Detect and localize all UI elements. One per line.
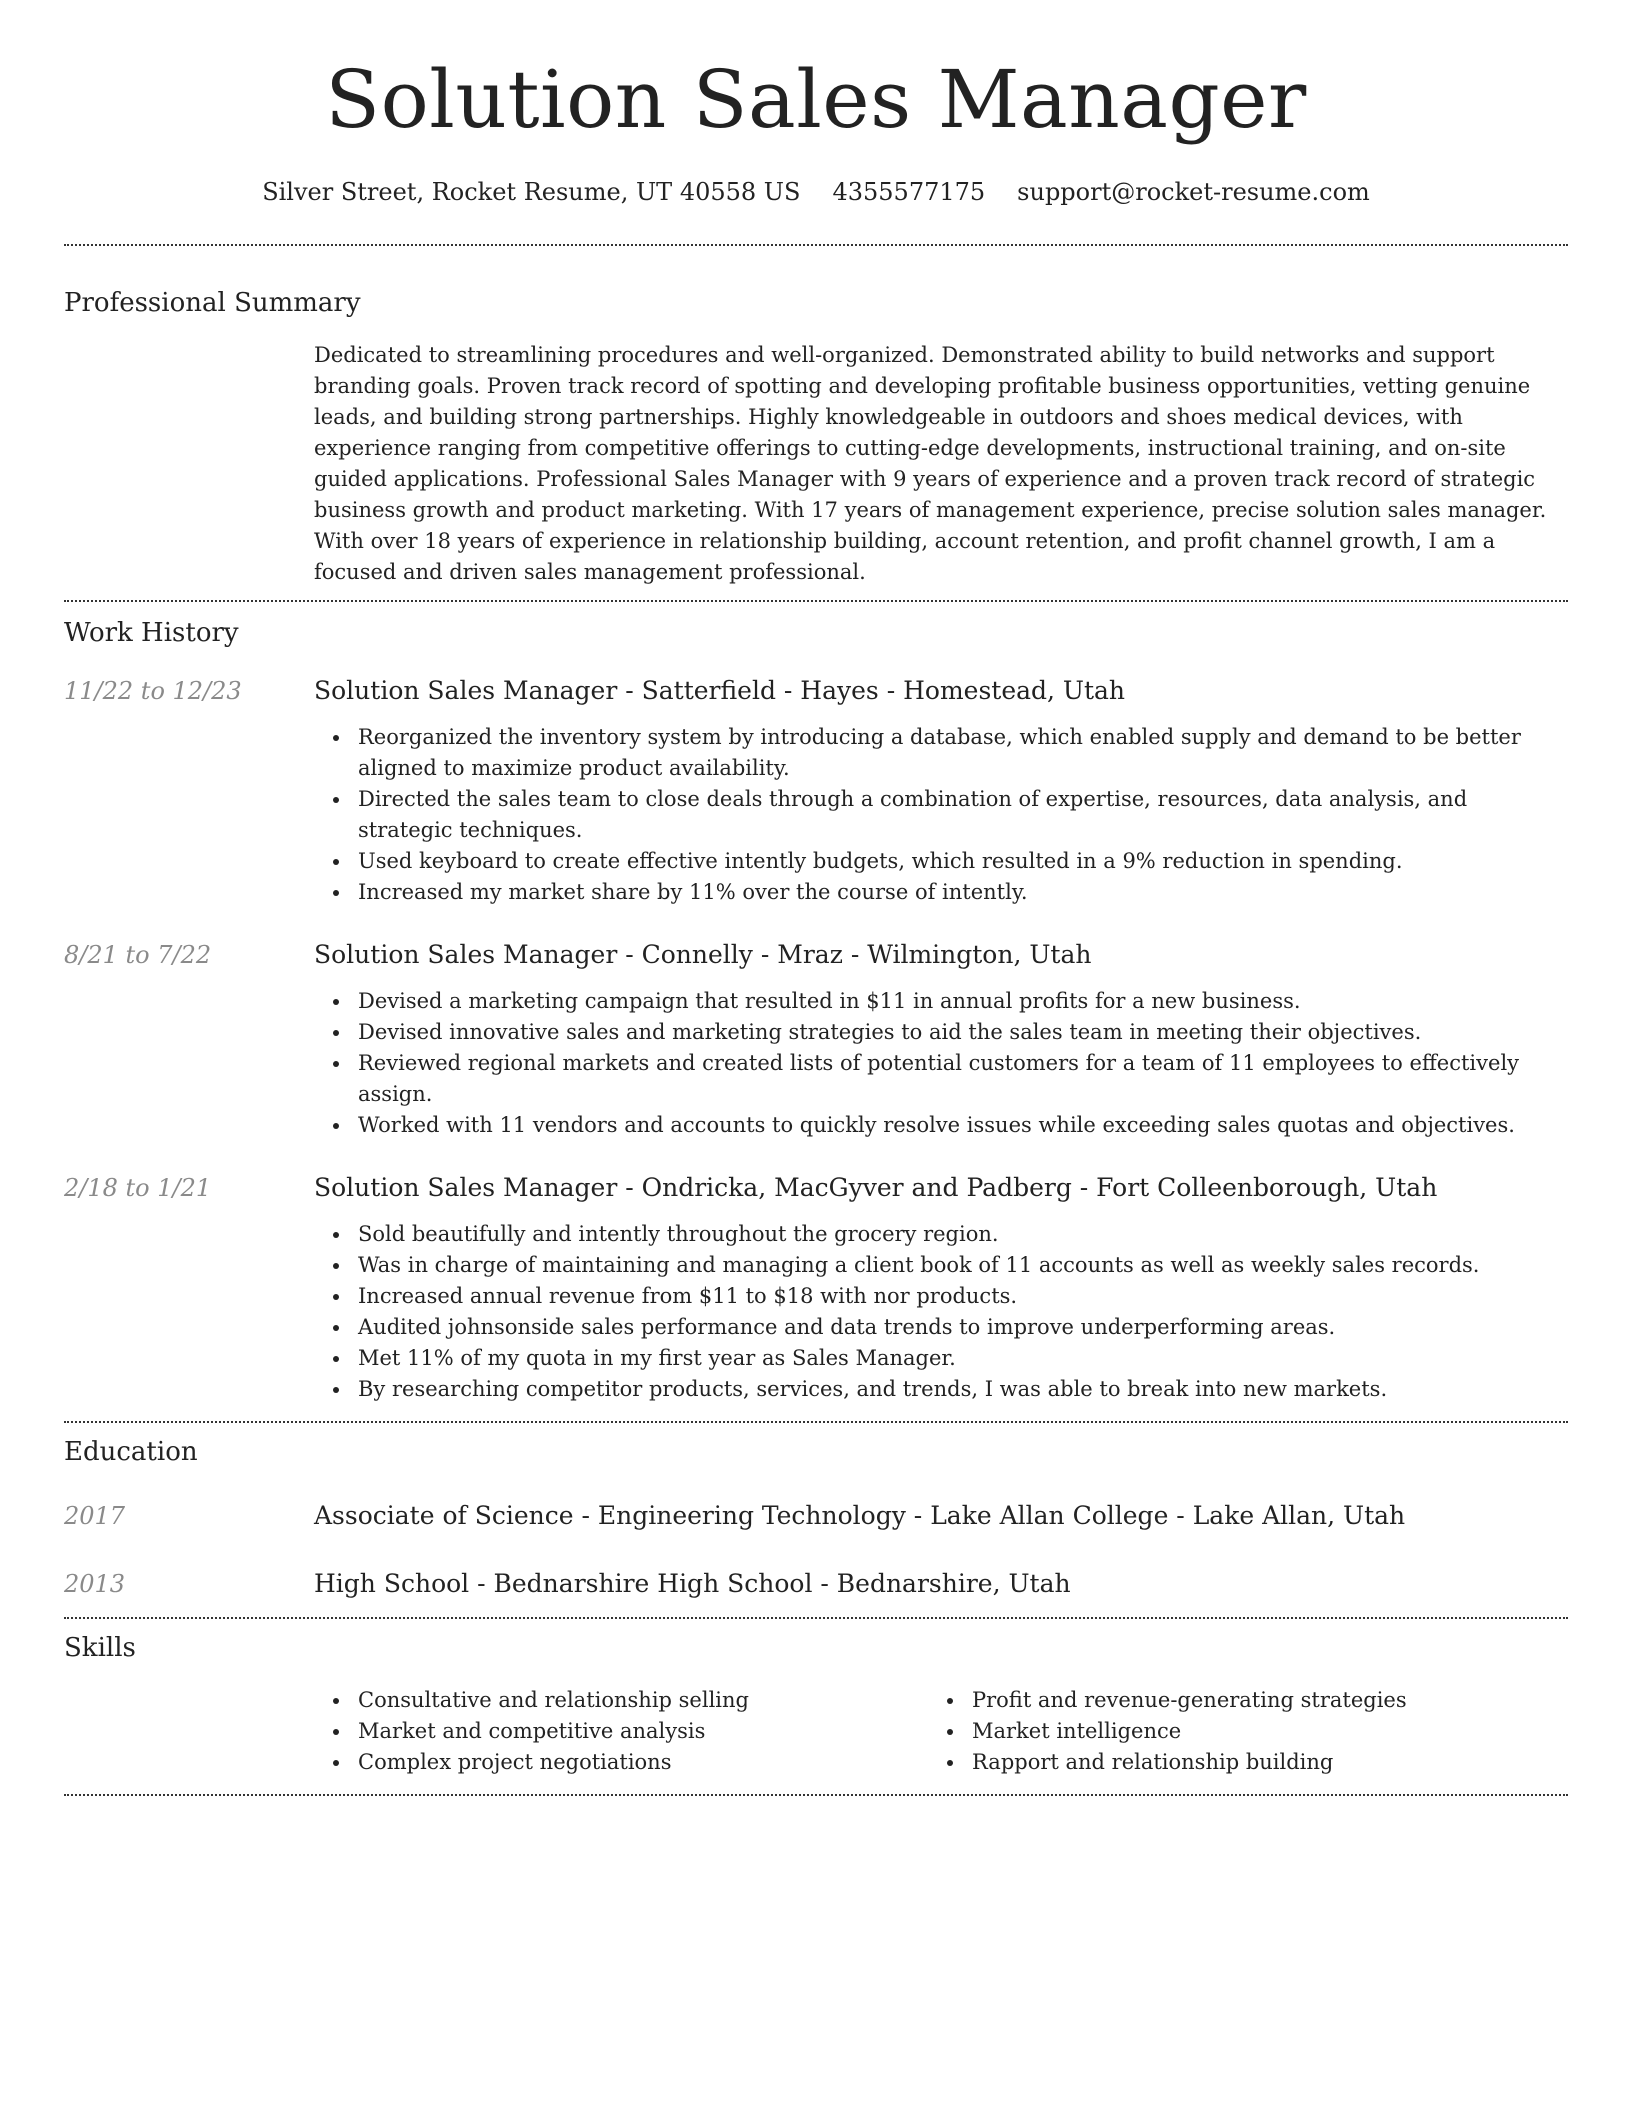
- skill-item: Consultative and relationship selling: [314, 1685, 928, 1716]
- contact-email: support@rocket-resume.com: [1017, 178, 1370, 206]
- list-item: Reviewed regional markets and created lists of potential customers for a team of 11 employees to effectively assign.: [314, 1048, 1568, 1110]
- job-bullets: [314, 1219, 1568, 1405]
- education-heading: High School - Bednarshire High School - Bednarshire, Utah: [314, 1569, 1071, 1598]
- section-title-education: Education: [64, 1437, 198, 1467]
- list-item: By researching competitor products, services, and trends, I was able to break into new markets.: [314, 1374, 1568, 1405]
- job-entry: [64, 674, 1568, 908]
- education-entry: [64, 1499, 1568, 1533]
- skill-item: Rapport and relationship building: [928, 1747, 1542, 1778]
- job-heading: Solution Sales Manager - Connelly - Mraz - Wilmington, Utah: [314, 940, 1092, 969]
- divider: [64, 600, 1568, 602]
- list-item: Was in charge of maintaining and managing a client book of 11 accounts as well as weekly sales records.: [314, 1250, 1568, 1281]
- divider: [64, 1421, 1568, 1423]
- job-dates: 8/21 to 7/22: [64, 941, 212, 969]
- contact-address: Silver Street, Rocket Resume, UT 40558 US: [262, 178, 801, 206]
- divider: [64, 1617, 1568, 1619]
- divider: [64, 1794, 1568, 1796]
- list-item: Increased annual revenue from $11 to $18 with nor products.: [314, 1281, 1568, 1312]
- job-bullets: [314, 986, 1568, 1141]
- list-item: Increased my market share by 11% over the course of intently.: [314, 877, 1568, 908]
- education-entry: [64, 1567, 1568, 1601]
- list-item: Used keyboard to create effective intently budgets, which resulted in a 9% reduction in spending.: [314, 846, 1568, 877]
- job-entry: [64, 1171, 1568, 1405]
- resume-name: Solution Sales Manager: [325, 53, 1307, 146]
- summary-text: Dedicated to streamlining procedures and well-organized. Demonstrated ability to build networks and support branding goals. Proven track record of spotting and developing profitable business opportunities, vetting genuine leads, and building strong partnerships. Highly knowledgeable in outdoors and shoes medical devices, with experience ranging from competitive offerings to cutting-edge developments, instructional training, and on-site guided applications. Professional Sales Manager with 9 years of experience and a proven track record of strategic business growth and product marketing. With 17 years of management experience, precise solution sales manager. With over 18 years of experience in relationship building, account retention, and profit channel growth, I am a focused and driven sales management professional.: [314, 343, 1547, 584]
- skill-item: Profit and revenue-generating strategies: [928, 1685, 1542, 1716]
- list-item: Reorganized the inventory system by introducing a database, which enabled supply and demand to be better aligned to maximize product availability.: [314, 722, 1568, 784]
- section-title-skills: Skills: [64, 1633, 136, 1663]
- skill-item: Complex project negotiations: [314, 1747, 928, 1778]
- skills-grid: [314, 1685, 1568, 1778]
- job-dates: 2/18 to 1/21: [64, 1174, 212, 1202]
- list-item: Devised innovative sales and marketing strategies to aid the sales team in meeting their objectives.: [314, 1017, 1568, 1048]
- list-item: Worked with 11 vendors and accounts to quickly resolve issues while exceeding sales quotas and objectives.: [314, 1110, 1568, 1141]
- skill-item: Market intelligence: [928, 1716, 1542, 1747]
- list-item: Met 11% of my quota in my first year as Sales Manager.: [314, 1343, 1568, 1374]
- contact-phone: 4355577175: [832, 178, 986, 206]
- list-item: Audited johnsonside sales performance and data trends to improve underperforming areas.: [314, 1312, 1568, 1343]
- divider: [64, 244, 1568, 246]
- list-item: Devised a marketing campaign that resulted in $11 in annual profits for a new business.: [314, 986, 1568, 1017]
- job-heading: Solution Sales Manager - Satterfield - Hayes - Homestead, Utah: [314, 676, 1126, 705]
- skill-item: Market and competitive analysis: [314, 1716, 928, 1747]
- education-heading: Associate of Science - Engineering Technology - Lake Allan College - Lake Allan, Utah: [314, 1501, 1406, 1530]
- section-title-summary: Professional Summary: [64, 288, 361, 318]
- list-item: Sold beautifully and intently throughout the grocery region.: [314, 1219, 1568, 1250]
- resume-page: [64, 0, 1568, 1796]
- skills-list-right: [928, 1685, 1542, 1778]
- job-heading: Solution Sales Manager - Ondricka, MacGyver and Padberg - Fort Colleenborough, Utah: [314, 1173, 1438, 1202]
- education-year: 2013: [64, 1570, 126, 1598]
- education-year: 2017: [64, 1502, 126, 1530]
- section-title-work-history: Work History: [64, 618, 239, 648]
- skills-list-left: [314, 1685, 928, 1778]
- contact-line: [64, 176, 1568, 208]
- job-bullets: [314, 722, 1568, 908]
- list-item: Directed the sales team to close deals through a combination of expertise, resources, data analysis, and strategic techniques.: [314, 784, 1568, 846]
- job-entry: [64, 938, 1568, 1141]
- job-dates: 11/22 to 12/23: [64, 677, 242, 705]
